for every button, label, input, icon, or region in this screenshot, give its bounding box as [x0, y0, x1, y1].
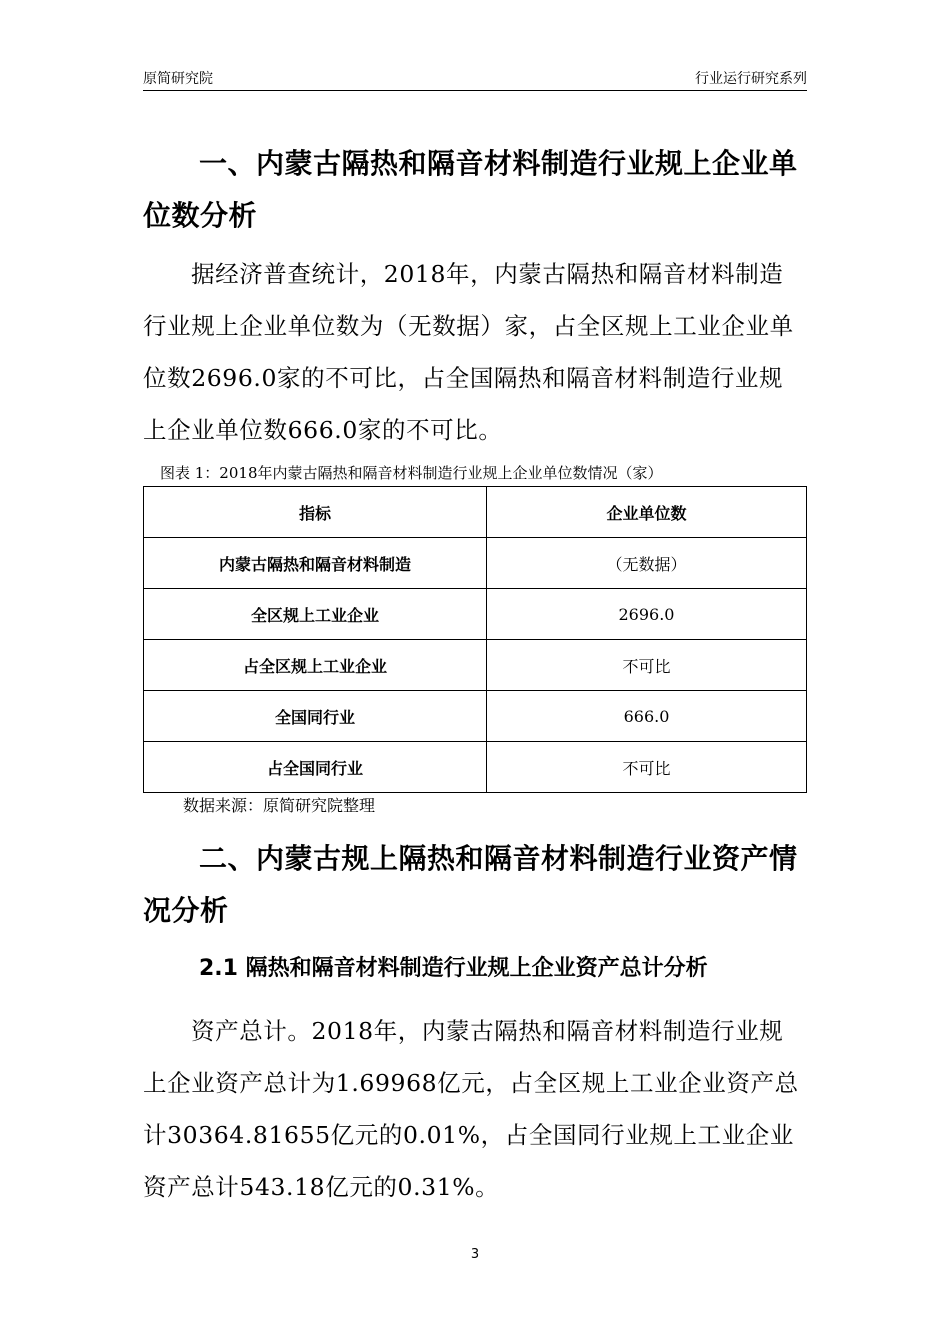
section-2-1-subtitle: 2.1 隔热和隔音材料制造行业规上企业资产总计分析: [199, 956, 708, 981]
table-row: [144, 640, 807, 691]
table-row-value: 不可比: [487, 742, 807, 793]
table-caption: 图表 1：2018年内蒙古隔热和隔音材料制造行业规上企业单位数情况（家）: [160, 464, 663, 482]
table-header-count: 企业单位数: [487, 487, 807, 538]
header-series: 行业运行研究系列: [695, 71, 807, 87]
page-number: 3: [470, 1247, 480, 1262]
table-row-label: 全区规上工业企业: [144, 589, 487, 640]
table-row: [144, 742, 807, 793]
table-row-label: 占全国同行业: [144, 742, 487, 793]
table-row-value: 2696.0: [487, 589, 807, 640]
table-row-value: 不可比: [487, 640, 807, 691]
table-row: [144, 538, 807, 589]
table-row-label: 全国同行业: [144, 691, 487, 742]
table-row: [144, 691, 807, 742]
table-row-label: 占全区规上工业企业: [144, 640, 487, 691]
section-2-paragraph: 资产总计。2018年，内蒙古隔热和隔音材料制造行业规上企业资产总计为1.69968亿元，占全区规上工业企业资产总计30364.81655亿元的0.01%，占全国同行业规上工业企业资产总计543.18亿元的0.31%。: [143, 1017, 799, 1201]
section-2-title: 二、内蒙古规上隔热和隔音材料制造行业资产情况分析: [143, 842, 798, 927]
data-table: [143, 486, 807, 793]
table-source-note: 数据来源：原简研究院整理: [183, 796, 376, 815]
table-row-value: （无数据）: [487, 538, 807, 589]
table-row-value: 666.0: [487, 691, 807, 742]
table-row: [144, 589, 807, 640]
table-row-label: 内蒙古隔热和隔音材料制造: [144, 538, 487, 589]
page-header: [143, 66, 807, 91]
table-header-row: [144, 487, 807, 538]
section-1-title: 一、内蒙古隔热和隔音材料制造行业规上企业单位数分析: [143, 147, 798, 232]
table-header-indicator: 指标: [144, 487, 487, 538]
header-org: 原简研究院: [143, 71, 213, 87]
section-1-paragraph: 据经济普查统计，2018年，内蒙古隔热和隔音材料制造行业规上企业单位数为（无数据）家，占全区规上工业企业单位数2696.0家的不可比，占全国隔热和隔音材料制造行业规上企业单位数666.0家的不可比。: [143, 260, 794, 444]
